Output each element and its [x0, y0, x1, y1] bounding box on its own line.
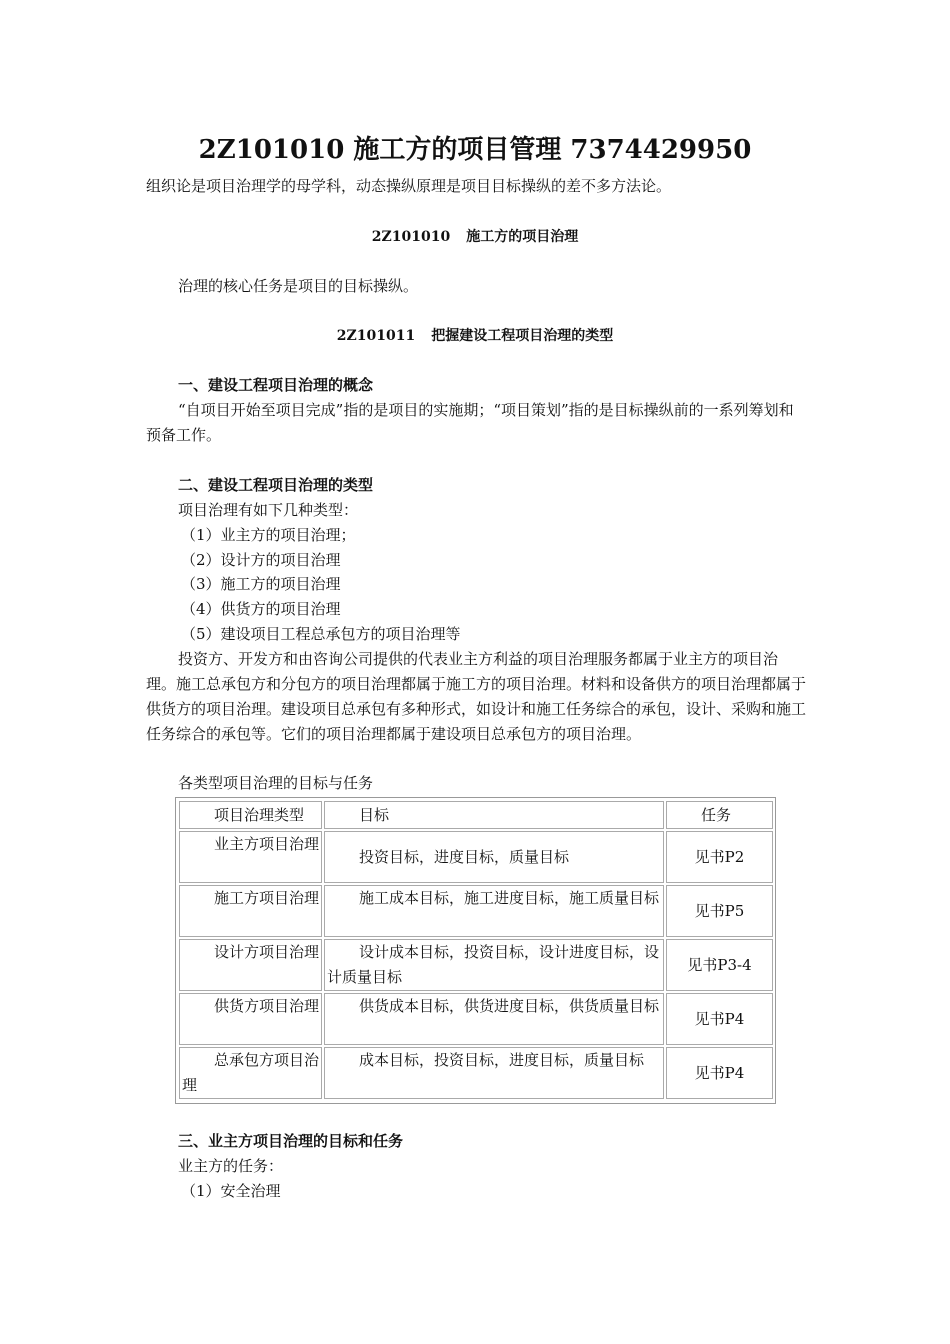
- type-item: （2）设计方的项目治理: [181, 551, 341, 569]
- intro-paragraph: 组织论是项目治理学的母学科，动态操纵原理是项目目标操纵的差不多方法论。: [146, 177, 672, 195]
- table-cell-type: 供货方项目治理: [179, 993, 322, 1045]
- type-item: （5）建设项目工程总承包方的项目治理等: [181, 625, 461, 643]
- table-cell-goal: 施工成本目标，施工进度目标，施工质量目标: [324, 885, 664, 937]
- heading-owner: 三、业主方项目治理的目标和任务: [178, 1132, 404, 1150]
- types-intro: 项目治理有如下几种类型：: [178, 501, 359, 519]
- table-header-cell: 项目治理类型: [179, 801, 322, 829]
- subsection-title: 把握建设工程项目治理的类型: [431, 328, 614, 344]
- owner-tasks-intro: 业主方的任务：: [178, 1157, 284, 1175]
- document-title: 2Z101010 施工方的项目管理 7374429950: [198, 135, 752, 165]
- table-cell-task: 见书P4: [666, 1047, 773, 1099]
- table-cell-type: 施工方项目治理: [179, 885, 322, 937]
- section-code: 2Z101010: [371, 229, 451, 245]
- type-item: （3）施工方的项目治理: [181, 575, 341, 593]
- table-cell-type: 设计方项目治理: [179, 939, 322, 991]
- core-task-paragraph: 治理的核心任务是项目的目标操纵。: [178, 277, 419, 295]
- table-header-cell: 目标: [324, 801, 664, 829]
- table-cell-goal: 成本目标，投资目标，进度目标，质量目标: [324, 1047, 664, 1099]
- heading-concept: 一、建设工程项目治理的概念: [178, 376, 374, 394]
- type-item: （4）供货方的项目治理: [181, 600, 341, 618]
- table-cell-task: 见书P4: [666, 993, 773, 1045]
- concept-paragraph: “自项目开始至项目完成”指的是项目的实施期；“项目策划”指的是目标操纵前的一系列筹划和预备工作。: [146, 401, 794, 444]
- section-title: 施工方的项目治理: [466, 229, 579, 245]
- type-item: （1）业主方的项目治理；: [181, 526, 356, 544]
- table-cell-type: 总承包方项目治理: [179, 1047, 322, 1099]
- table-header-cell: 任务: [666, 801, 773, 829]
- table-cell-goal: 投资目标，进度目标，质量目标: [324, 831, 664, 883]
- section-heading: [0, 225, 950, 249]
- table-cell-task: 见书P5: [666, 885, 773, 937]
- table-cell-task: 见书P3-4: [666, 939, 773, 991]
- goals-tasks-table: [175, 797, 776, 1104]
- table-cell-goal: 设计成本目标，投资目标，设计进度目标，设计质量目标: [324, 939, 664, 991]
- table-caption: 各类型项目治理的目标与任务: [178, 774, 374, 792]
- subsection-heading: [0, 324, 950, 348]
- table-cell-goal: 供货成本目标，供货进度目标，供货质量目标: [324, 993, 664, 1045]
- table-cell-type: 业主方项目治理: [179, 831, 322, 883]
- heading-types: 二、建设工程项目治理的类型: [178, 476, 374, 494]
- subsection-code: 2Z101011: [336, 328, 416, 344]
- types-explanation-paragraph: 投资方、开发方和由咨询公司提供的代表业主方利益的项目治理服务都属于业主方的项目治理。施工总承包方和分包方的项目治理都属于施工方的项目治理。材料和设备供方的项目治理都属于供货方的项目治理。建设项目总承包有多种形式，如设计和施工任务综合的承包，设计、采购和施工任务综合的承包等。它们的项目治理都属于建设项目总承包方的项目治理。: [146, 650, 807, 743]
- table-cell-task: 见书P2: [666, 831, 773, 883]
- owner-task-item: （1）安全治理: [181, 1182, 281, 1200]
